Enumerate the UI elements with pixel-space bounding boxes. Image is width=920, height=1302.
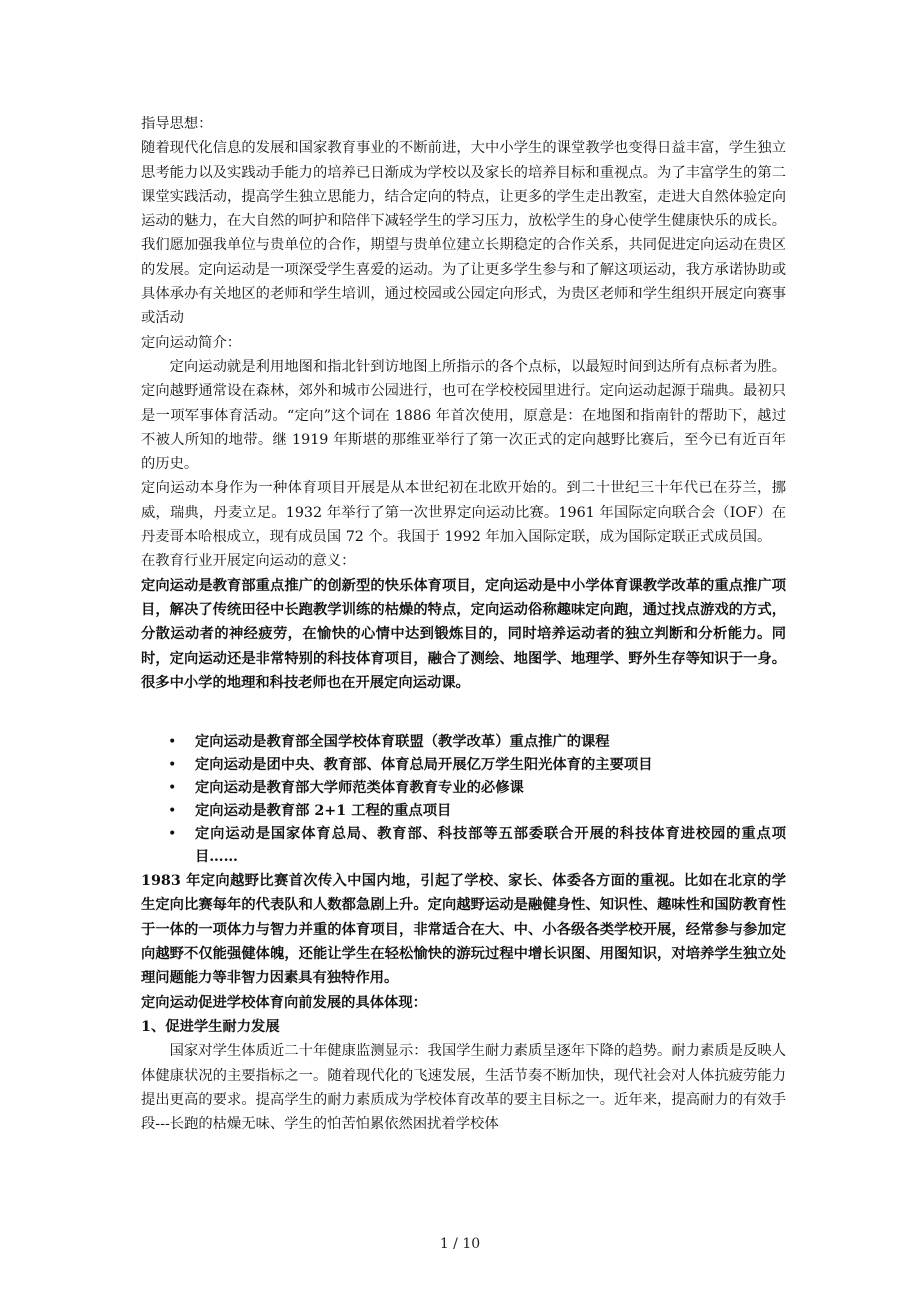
paragraph-1983: 1983 年定向越野比赛首次传入中国内地，引起了学校、家长、体委各方面的重视。比如在北京的学生定向比赛每年的代表队和人数都急剧上升。定向越野运动是融健身性、知识性、趣味性和国防教育性于一体的一项体力与智力并重的体育项目，非常适合在大、中、小各级各类学校开展，经常参与参加定向越野不仅能强健体魄，还能让学生在轻松愉快的游玩过程中增长识图、用图知识，对培养学生独立处理问题能力等非智力因素具有独特作用。	[141, 873, 786, 987]
heading-significance: 在教育行业开展定向运动的意义：	[141, 553, 356, 570]
paragraph-significance: 定向运动是教育部重点推广的创新型的快乐体育项目，定向运动是中小学体育课教学改革的重点推广项目，解决了传统田径中长跑教学训练的枯燥的特点，定向运动俗称趣味定向跑，通过找点游戏的方式，分散运动者的神经疲劳，在愉快的心情中达到锻炼目的，同时培养运动者的独立判断和分析能力。同时，定向运动还是非常特别的科技体育项目，融合了测绘、地图学、地理学、野外生存等知识于一身。很多中小学的地理和科技老师也在开展定向运动课。	[141, 577, 786, 691]
bullet-list	[141, 731, 786, 869]
document-body	[141, 112, 786, 1136]
bullet-text: 定向运动是团中央、教育部、体育总局开展亿万学生阳光体育的主要项目	[195, 757, 653, 774]
bullet-icon: •	[168, 826, 177, 843]
paragraph-guidance: 随着现代化信息的发展和国家教育事业的不断前进，大中小学生的课堂教学也变得日益丰富，学生独立思考能力以及实践动手能力的培养已日渐成为学校以及家长的培养目标和重视点。为了丰富学生的第二课堂实践活动，提高学生独立思能力，结合定向的特点，让更多的学生走出教室，走进大自然体验定向运动的魅力，在大自然的呵护和陪伴下减轻学生的学习压力，放松学生的身心使学生健康快乐的成长。我们愿加强我单位与贵单位的合作，期望与贵单位建立长期稳定的合作关系，共同促进定向运动在贵区的发展。定向运动是一项深受学生喜爱的运动。为了让更多学生参与和了解这项运动，我方承诺协助或具体承办有关地区的老师和学生培训，通过校园或公园定向形式，为贵区老师和学生组织开展定向赛事或活动	[141, 140, 786, 327]
heading-endurance: 1、促进学生耐力发展	[141, 1018, 280, 1035]
bullet-icon: •	[168, 803, 177, 820]
paragraph-endurance: 国家对学生体质近二十年健康监测显示：我国学生耐力素质呈逐年下降的趋势。耐力素质是反映人体健康状况的主要指标之一。随着现代化的飞速发展，生活节奏不断加快，现代社会对人体抗疲劳能力提出更高的要求。提高学生的耐力素质成为学校体育改革的要主目标之一。近年来，提高耐力的有效手段---长跑的枯燥无味、学生的怕苦怕累依然困扰着学校体	[141, 1043, 786, 1133]
bullet-item	[141, 731, 786, 754]
page-number: 1 / 10	[439, 1236, 481, 1252]
heading-promote: 定向运动促进学校体育向前发展的具体体现：	[141, 994, 427, 1011]
paragraph-intro-1: 定向运动就是利用地图和指北针到访地图上所指示的各个点标，以最短时间到达所有点标者为胜。定向越野通常设在森林，郊外和城市公园进行，也可在学校校园里进行。定向运动起源于瑞典。最初只是一项军事体育活动。“定向”这个词在 1886 年首次使用，原意是：在地图和指南针的帮助下，越过不被人所知的地带。继 1919 年斯堪的那维亚举行了第一次正式的定向越野比赛后，至今已有近百年的历史。	[141, 358, 786, 473]
bullet-item	[141, 777, 786, 800]
paragraph-intro-2: 定向运动本身作为一种体育项目开展是从本世纪初在北欧开始的。到二十世纪三十年代已在芬兰，挪威，瑞典，丹麦立足。1932 年举行了第一次世界定向运动比赛。1961 年国际定向联合会（IOF）在丹麦哥本哈根成立，现有成员国 72 个。我国于 1992 年加入国际定联，成为国际定联正式成员国。	[141, 480, 786, 546]
bullet-text: 定向运动是国家体育总局、教育部、科技部等五部委联合开展的科技体育进校园的重点项目……	[195, 826, 786, 866]
bullet-item	[141, 800, 786, 823]
bullet-item	[141, 754, 786, 777]
heading-intro: 定向运动简介：	[141, 334, 242, 351]
bullet-text: 定向运动是教育部大学师范类体育教育专业的必修课	[195, 780, 524, 797]
bullet-icon: •	[168, 734, 177, 751]
bullet-icon: •	[168, 780, 177, 797]
bullet-text: 定向运动是教育部 2+1 工程的重点项目	[195, 803, 452, 820]
bullet-text: 定向运动是教育部全国学校体育联盟（教学改革）重点推广的课程	[195, 734, 610, 751]
bullet-item	[141, 823, 786, 869]
bullet-icon: •	[168, 757, 177, 774]
heading-guidance: 指导思想：	[141, 116, 213, 132]
